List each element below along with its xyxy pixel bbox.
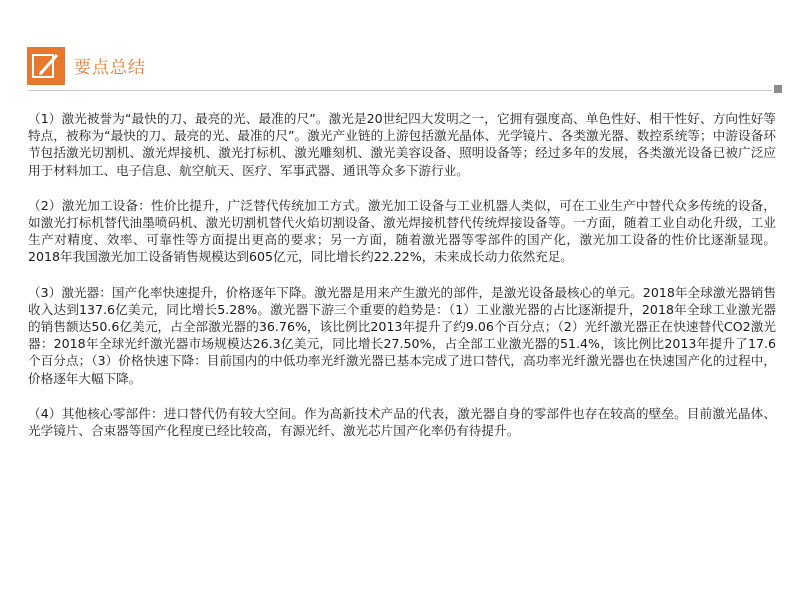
paragraph-core-components: （4）其他核心零部件：进口替代仍有较大空间。作为高新技术产品的代表，激光器自身的零部件也存在较高的壁垒。目前激光晶体、光学镜片、合束器等国产化程度已经比较高，有源光纤、激光芯片国产化率仍有待提升。 bbox=[28, 405, 776, 439]
paragraph-laser-equipment: （2）激光加工设备：性价比提升，广泛替代传统加工方式。激光加工设备与工业机器人类似，可在工业生产中替代众多传统的设备，如激光打标机替代油墨喷码机、激光切割机替代火焰切割设备、激光焊接机替代传统焊接设备等。一方面，随着工业自动化升级，工业生产对精度、效率、可靠性等方面提出更高的要求；另一方面，随着激光器等零部件的国产化，激光加工设备的性价比逐渐显现。2018年我国激光加工设备销售规模达到605亿元，同比增长约22.22%，未来成长动力依然充足。 bbox=[28, 197, 776, 265]
paragraph-lasers: （3）激光器：国产化率快速提升，价格逐年下降。激光器是用来产生激光的部件，是激光设备最核心的单元。2018年全球激光器销售收入达到137.6亿美元，同比增长5.28%。激光器下游三个重要的趋势是：（1）工业激光器的占比逐渐提升，2018年全球工业激光器的销售额达50.6亿美元，占全部激光器的36.76%，该比例比2013年提升了约9.06个百分点；（2）光纤激光器正在快速替代CO2激光器：2018年全球光纤激光器市场规模达26.3亿美元，同比增长27.50%，占全部工业激光器的51.4%，该比例比2013年提升了17.6个百分点；（3）价格快速下降：目前国内的中低功率光纤激光器已基本完成了进口替代，高功率光纤激光器也在快速国产化的过程中，价格逐年大幅下降。 bbox=[28, 284, 776, 386]
summary-content bbox=[28, 110, 776, 457]
divider-end-marker bbox=[774, 85, 782, 93]
pencil-edit-icon bbox=[27, 47, 65, 85]
paragraph-laser-overview: （1）激光被誉为“最快的刀、最亮的光、最准的尺”。激光是20世纪四大发明之一，它拥有强度高、单色性好、相干性好、方向性好等特点，被称为“最快的刀、最亮的光、最准的尺”。激光产业链的上游包括激光晶体、光学镜片、各类激光器、数控系统等；中游设备环节包括激光切割机、激光焊接机、激光打标机、激光雕刻机、激光美容设备、照明设备等；经过多年的发展，各类激光设备已被广泛应用于材料加工、电子信息、航空航天、医疗、军事武器、通讯等众多下游行业。 bbox=[28, 111, 776, 178]
page-title: 要点总结 bbox=[74, 58, 146, 78]
header-divider bbox=[28, 90, 772, 91]
